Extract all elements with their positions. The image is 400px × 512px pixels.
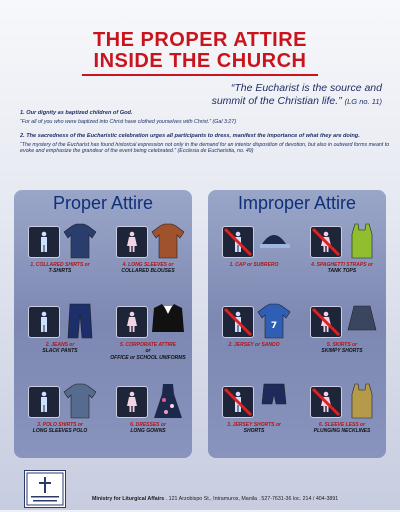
female-sign-icon [116,386,148,418]
male-sign-icon [222,306,254,338]
male-sign-icon [222,226,254,258]
blouse-icon [150,222,186,260]
improper-attire-item [300,380,384,458]
attire-illustration [304,380,380,420]
attire-illustration [22,220,98,260]
title-line-2: INSIDE THE CHURCH [93,50,307,72]
jersey-icon [256,302,292,340]
woman-icon [126,311,138,333]
woman-icon [126,391,138,413]
improper-attire-item [212,380,296,458]
quote-line-1: “The Eucharist is the source and [230,82,382,94]
page-title [0,30,400,72]
attire-illustration [110,220,186,260]
attire-illustration [110,300,186,340]
attire-caption-main: 3. POLO SHIRTS or [37,422,83,428]
attire-caption-main: 3. JERSEY SHORTS or [227,422,281,428]
prohibited-slash-icon [223,387,253,417]
attire-caption-sub: T-SHIRTS [48,268,72,275]
attire-caption-main: 4. LONG SLEEVES or [122,262,174,268]
suit-icon [150,302,186,340]
man-icon [38,311,50,333]
man-icon [38,231,50,253]
attire-caption [20,262,100,275]
sleeveless-icon [344,382,380,420]
prohibited-slash-icon [223,227,253,257]
attire-caption-main: 2. JEANS or [45,342,75,348]
attire-caption-main: 1. COLLARED SHIRTS or [30,262,90,268]
female-sign-icon [116,226,148,258]
attire-illustration [304,300,380,340]
attire-caption [302,422,382,435]
proper-attire-item [106,380,190,458]
dress-icon [150,382,186,420]
improper-attire-item [300,300,384,378]
prohibited-slash-icon [311,307,341,337]
attire-illustration [22,300,98,340]
attire-caption [108,262,188,275]
skirt-icon [344,302,380,340]
attire-caption [20,342,100,355]
points-list [20,110,390,155]
attire-caption-sub: SHORTS [243,428,265,435]
attire-caption [20,422,100,435]
male-sign-icon [28,226,60,258]
attire-caption [214,422,294,435]
footer-contact: . 121 Arzobispo St., Intramuros, Manila . 527-7631-36 loc. 214 / 404-3891 [165,496,339,502]
shorts-icon [256,382,292,420]
pants-icon [62,302,98,340]
attire-caption-sub: SLACK PANTS [42,348,78,355]
title-line-1: THE PROPER ATTIRE [92,29,308,51]
ministry-seal-logo [24,470,66,508]
man-icon [38,391,50,413]
female-sign-icon [116,306,148,338]
attire-caption-sub: OFFICE or SCHOOL UNIFORMS [110,354,186,361]
footer-address [92,496,392,502]
scripture-quote [182,82,382,108]
attire-caption-sub: TANK TOPS [327,268,357,275]
improper-attire-panel [208,190,386,458]
polo-icon [62,382,98,420]
quote-line-2: summit of the Christian life.” [211,95,342,107]
point-1-heading: 1. Our dignity as baptized children of God. [20,110,133,116]
proper-attire-heading: Proper Attire [52,193,154,213]
attire-illustration [304,220,380,260]
attire-caption-sub: COLLARED BLOUSES [121,268,175,275]
improper-attire-item [300,220,384,298]
proper-attire-item [106,300,190,378]
attire-caption-main: 5. CORPORATE ATTIRE [119,342,177,348]
attire-caption-sub: SKIMPY SHORTS [321,348,363,355]
female-sign-icon [310,226,342,258]
title-divider [82,74,318,76]
woman-icon [126,231,138,253]
attire-caption-main: 1. CAP or SUBRERO [229,262,279,268]
point-1-body: “For all of you who were baptized into Christ have clothed yourselves with Christ.” (Gal 3:27) [20,119,237,125]
proper-attire-item [18,300,102,378]
attire-caption [108,342,188,361]
prohibited-slash-icon [223,307,253,337]
proper-attire-item [18,220,102,298]
attire-caption-main: 4. SPAGHETTI STRAPS or [311,262,373,268]
attire-caption-connector: or [145,348,151,355]
attire-illustration [216,380,292,420]
improper-attire-heading: Improper Attire [237,193,357,213]
point-2-body: “The mystery of the Eucharist has found historical expression not only in the demand for an interior disposition of devotion, but also in outward forms meant to evoke and emphasize the grandeur of the event being celebrated.” (Ecclesia de Eucharistia, no. 49) [20,141,390,154]
shirt-icon [62,222,98,260]
attire-caption [214,262,294,268]
attire-illustration [110,380,186,420]
proper-attire-item [18,380,102,458]
cap-icon [256,222,292,260]
attire-caption-main: 2. JERSEY or SANDO [228,342,280,348]
attire-caption-sub: LONG SLEEVES POLO [32,428,88,435]
proper-attire-item [106,220,190,298]
attire-caption-sub: LONG GOWNS [130,428,166,435]
footer-org: Ministry for Liturgical Affairs [92,496,165,502]
proper-attire-panel [14,190,192,458]
attire-illustration [216,300,292,340]
male-sign-icon [28,386,60,418]
female-sign-icon [310,306,342,338]
female-sign-icon [310,386,342,418]
prohibited-slash-icon [311,387,341,417]
male-sign-icon [222,386,254,418]
attire-caption-main: 5. SKIRTS or [326,342,358,348]
attire-caption-sub: PLUNGING NECKLINES [313,428,371,435]
tank-icon [344,222,380,260]
attire-illustration [22,380,98,420]
improper-attire-item [212,220,296,298]
male-sign-icon [28,306,60,338]
attire-illustration [216,220,292,260]
attire-caption [302,262,382,275]
attire-caption-main: 6. SLEEVE LESS or [318,422,366,428]
improper-attire-item [212,300,296,378]
attire-caption-main: 6. DRESSES or [130,422,166,428]
prohibited-slash-icon [311,227,341,257]
svg-text:7: 7 [270,321,278,331]
attire-caption [214,342,294,348]
attire-caption [302,342,382,355]
quote-citation: (LG no. 11) [344,97,382,106]
point-2-heading: 2. The sacredness of the Eucharistic celebration urges all participants to dress, manifest the importance of what they are doing. [20,132,360,139]
attire-caption [108,422,188,435]
